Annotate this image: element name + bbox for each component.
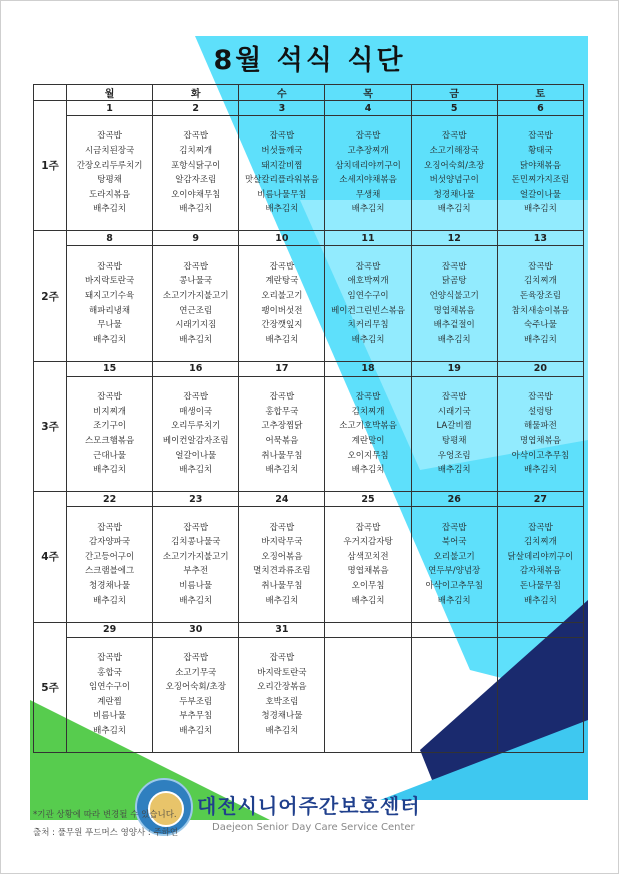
menu-item: 부추전 bbox=[183, 566, 209, 577]
menu-item: 매생이국 bbox=[179, 406, 213, 417]
menu-item: 명엽채볶음 bbox=[347, 566, 389, 577]
meal-cell bbox=[239, 507, 325, 622]
menu-item: 감자채볶음 bbox=[519, 566, 561, 577]
menu-item: 잡곡밥 bbox=[528, 131, 553, 142]
menu-item: 배추김치 bbox=[179, 204, 213, 215]
menu-item: 배추김치 bbox=[351, 204, 385, 215]
menu-body bbox=[34, 101, 584, 753]
menu-item: 배추김치 bbox=[351, 465, 385, 476]
date-cell: 24 bbox=[239, 492, 325, 507]
menu-item: 김치찌개 bbox=[179, 146, 213, 156]
date-cell: 15 bbox=[67, 361, 153, 376]
menu-item: 부추무침 bbox=[179, 711, 213, 722]
meal-cell bbox=[67, 376, 153, 491]
menu-row bbox=[34, 246, 584, 361]
menu-item: 잡곡밥 bbox=[183, 392, 209, 403]
date-row bbox=[34, 361, 584, 376]
menu-item: 잡곡밥 bbox=[355, 261, 381, 272]
week-label: 5주 bbox=[34, 622, 67, 752]
menu-item: 잡곡밥 bbox=[528, 522, 553, 533]
date-cell: 6 bbox=[497, 101, 583, 116]
menu-item: 우엉조림 bbox=[437, 450, 471, 461]
menu-item: 닭살데리야끼구이 bbox=[507, 551, 574, 562]
menu-item: 오리두루치기 bbox=[171, 421, 221, 432]
menu-item: 언양식불고기 bbox=[429, 290, 479, 301]
menu-item: 잡곡밥 bbox=[183, 131, 209, 142]
meal-cell bbox=[239, 246, 325, 361]
menu-item: 잡곡밥 bbox=[97, 653, 122, 663]
date-cell: 20 bbox=[497, 361, 583, 376]
menu-row bbox=[34, 116, 584, 231]
menu-item: 홍합무국 bbox=[265, 406, 299, 417]
menu-item: 취나물무침 bbox=[261, 450, 303, 461]
date-cell: 9 bbox=[153, 231, 239, 246]
menu-item: LA갈비찜 bbox=[436, 421, 472, 432]
date-cell: 31 bbox=[239, 622, 325, 637]
menu-item: 베이컨그린빈스볶음 bbox=[331, 305, 405, 316]
date-cell: 26 bbox=[411, 492, 497, 507]
date-row bbox=[34, 101, 584, 116]
menu-item: 연두부/양념장 bbox=[428, 566, 481, 577]
menu-item: 김치콩나물국 bbox=[171, 537, 221, 548]
day-header: 월 bbox=[67, 85, 153, 101]
menu-item: 아삭이고추무침 bbox=[511, 450, 570, 461]
menu-item: 소고기해장국 bbox=[429, 146, 479, 156]
date-cell: 13 bbox=[497, 231, 583, 246]
date-cell: 17 bbox=[239, 361, 325, 376]
day-header: 토 bbox=[497, 85, 583, 101]
menu-row bbox=[34, 637, 584, 752]
menu-item: 돈나물무침 bbox=[519, 580, 561, 591]
menu-item: 배추김치 bbox=[523, 595, 557, 606]
menu-item: 설렁탕 bbox=[528, 406, 553, 417]
date-cell bbox=[411, 622, 497, 637]
menu-item: 배추김치 bbox=[523, 465, 557, 476]
date-cell: 25 bbox=[325, 492, 411, 507]
menu-item: 청경채나물 bbox=[433, 189, 475, 200]
menu-item: 돈육장조림 bbox=[519, 290, 561, 301]
meal-cell bbox=[325, 376, 411, 491]
center-name: 대전시니어주간보호센터 bbox=[197, 794, 421, 818]
menu-item: 닭야채볶음 bbox=[519, 160, 561, 171]
menu-item: 베이컨알감자조림 bbox=[162, 435, 229, 446]
menu-item: 알감자조림 bbox=[175, 175, 217, 186]
menu-item: 해파리냉채 bbox=[89, 305, 131, 316]
meal-cell bbox=[67, 507, 153, 622]
menu-item: 북어국 bbox=[441, 537, 467, 548]
menu-item: 배추김치 bbox=[351, 595, 385, 606]
menu-item: 잡곡밥 bbox=[441, 522, 467, 533]
menu-item: 임연수구이 bbox=[347, 290, 389, 301]
menu-item: 어묵볶음 bbox=[265, 435, 299, 446]
menu-item: 오징어숙회/초장 bbox=[424, 160, 485, 171]
menu-item: 홍합국 bbox=[97, 667, 122, 678]
menu-item: 잡곡밥 bbox=[355, 131, 381, 142]
menu-item: 배추김치 bbox=[179, 465, 213, 476]
menu-item: 해물파전 bbox=[523, 421, 557, 432]
menu-item: 시래기국 bbox=[437, 406, 471, 417]
menu-item: 잡곡밥 bbox=[441, 261, 467, 272]
date-cell bbox=[325, 622, 411, 637]
meal-cell bbox=[411, 507, 497, 622]
menu-item: 호박조림 bbox=[265, 696, 299, 707]
menu-item: 잡곡밥 bbox=[269, 131, 295, 142]
meal-cell bbox=[497, 507, 583, 622]
menu-item: 오이야채무침 bbox=[171, 189, 221, 200]
date-cell: 29 bbox=[67, 622, 153, 637]
week-label: 3주 bbox=[34, 361, 67, 491]
menu-item: 맛살칼리플라워볶음 bbox=[244, 175, 319, 186]
menu-item: 스크램블에그 bbox=[84, 566, 135, 577]
meal-cell bbox=[325, 637, 411, 752]
meal-cell bbox=[411, 376, 497, 491]
menu-item: 콩나물국 bbox=[179, 276, 213, 287]
date-cell: 27 bbox=[497, 492, 583, 507]
menu-item: 우거지감자탕 bbox=[343, 537, 393, 548]
meal-cell bbox=[239, 637, 325, 752]
menu-item: 배추김치 bbox=[179, 334, 213, 345]
meal-cell bbox=[411, 116, 497, 231]
menu-item: 계란말이 bbox=[351, 435, 385, 446]
menu-item: 팽이버섯전 bbox=[261, 305, 303, 316]
menu-item: 배추겉절이 bbox=[433, 320, 475, 331]
menu-item: 고추장찌개 bbox=[347, 146, 389, 156]
menu-item: 김치찌개 bbox=[351, 406, 385, 417]
menu-item: 삼치데리야끼구이 bbox=[335, 160, 401, 171]
menu-item: 잡곡밥 bbox=[269, 522, 295, 533]
menu-item: 잡곡밥 bbox=[97, 522, 122, 533]
menu-item: 잡곡밥 bbox=[269, 653, 295, 663]
meal-cell bbox=[67, 637, 153, 752]
menu-item: 감자양파국 bbox=[89, 537, 131, 548]
menu-item: 돼지갈비찜 bbox=[261, 160, 303, 171]
menu-item: 배추김치 bbox=[265, 334, 299, 345]
menu-item: 잡곡밥 bbox=[355, 392, 381, 403]
menu-item: 비름나물 bbox=[179, 580, 213, 591]
menu-item: 잡곡밥 bbox=[183, 261, 209, 272]
menu-item: 간장깻잎지 bbox=[261, 320, 303, 331]
meal-cell bbox=[239, 116, 325, 231]
meal-cell bbox=[67, 116, 153, 231]
menu-item: 배추김치 bbox=[523, 204, 557, 215]
week-label: 4주 bbox=[34, 492, 67, 622]
menu-item: 배추김치 bbox=[265, 725, 299, 736]
corner-cell bbox=[34, 85, 67, 101]
menu-item: 잡곡밥 bbox=[183, 653, 209, 663]
menu-item: 포항식닭구이 bbox=[171, 160, 221, 171]
meal-cell bbox=[325, 246, 411, 361]
date-cell bbox=[497, 622, 583, 637]
menu-item: 배추김치 bbox=[265, 465, 299, 476]
menu-item: 잡곡밥 bbox=[441, 131, 467, 142]
menu-item: 오리불고기 bbox=[261, 290, 303, 301]
menu-item: 배추김치 bbox=[437, 465, 471, 476]
menu-item: 치커리무침 bbox=[347, 320, 389, 331]
menu-item: 배추김치 bbox=[265, 595, 299, 606]
menu-item: 무나물 bbox=[97, 320, 122, 331]
menu-item: 비름나물 bbox=[93, 711, 126, 722]
menu-item: 배추김치 bbox=[93, 595, 126, 606]
meal-cell bbox=[497, 246, 583, 361]
menu-item: 고추장찜닭 bbox=[261, 421, 303, 432]
meal-cell bbox=[325, 116, 411, 231]
center-name-en: Daejeon Senior Day Care Service Center bbox=[212, 822, 415, 833]
menu-item: 얼갈이나물 bbox=[519, 189, 561, 200]
menu-item: 잡곡밥 bbox=[355, 522, 381, 533]
meal-cell bbox=[497, 376, 583, 491]
menu-item: 오이지무침 bbox=[347, 450, 389, 461]
date-cell: 10 bbox=[239, 231, 325, 246]
menu-item: 청경채나물 bbox=[261, 711, 303, 722]
menu-item: 애호박찌개 bbox=[347, 276, 389, 287]
menu-item: 배추김치 bbox=[93, 725, 126, 736]
date-row bbox=[34, 622, 584, 637]
menu-item: 잡곡밥 bbox=[269, 392, 295, 403]
meal-cell bbox=[325, 507, 411, 622]
menu-item: 얼갈이나물 bbox=[175, 450, 217, 461]
menu-item: 잡곡밥 bbox=[528, 261, 553, 272]
date-cell: 2 bbox=[153, 101, 239, 116]
menu-item: 김치찌개 bbox=[523, 276, 557, 287]
menu-item: 오리간장볶음 bbox=[257, 682, 307, 693]
meal-cell bbox=[497, 116, 583, 231]
menu-item: 근대나물 bbox=[93, 450, 126, 461]
meal-cell bbox=[411, 246, 497, 361]
menu-item: 잡곡밥 bbox=[269, 261, 295, 272]
date-cell: 1 bbox=[67, 101, 153, 116]
menu-item: 배추김치 bbox=[437, 334, 471, 345]
menu-item: 바지락토란국 bbox=[257, 667, 307, 678]
menu-table bbox=[33, 84, 584, 753]
menu-item: 연근조림 bbox=[179, 305, 213, 316]
menu-item: 도라지볶음 bbox=[89, 189, 131, 200]
date-row bbox=[34, 231, 584, 246]
menu-item: 청경채나물 bbox=[89, 580, 131, 591]
meal-cell bbox=[411, 637, 497, 752]
meal-cell bbox=[153, 376, 239, 491]
menu-item: 참치새송이볶음 bbox=[511, 305, 570, 316]
menu-item: 무생채 bbox=[355, 189, 381, 200]
menu-item: 잡곡밥 bbox=[441, 392, 467, 403]
menu-item: 멸치견과류조림 bbox=[253, 566, 311, 577]
day-header: 화 bbox=[153, 85, 239, 101]
meal-cell bbox=[153, 507, 239, 622]
menu-item: 계란찜 bbox=[97, 696, 122, 707]
menu-item: 배추김치 bbox=[93, 334, 126, 345]
menu-item: 잡곡밥 bbox=[528, 392, 553, 403]
day-header: 목 bbox=[325, 85, 411, 101]
menu-item: 배추김치 bbox=[179, 725, 213, 736]
date-cell: 12 bbox=[411, 231, 497, 246]
menu-item: 삼색꼬치전 bbox=[347, 551, 389, 562]
date-cell: 4 bbox=[325, 101, 411, 116]
week-label: 2주 bbox=[34, 231, 67, 361]
day-header: 금 bbox=[411, 85, 497, 101]
menu-item: 명엽채볶음 bbox=[433, 305, 475, 316]
menu-item: 잡곡밥 bbox=[97, 131, 122, 142]
menu-item: 스모크햄볶음 bbox=[84, 435, 135, 446]
date-cell: 18 bbox=[325, 361, 411, 376]
date-cell: 19 bbox=[411, 361, 497, 376]
menu-item: 황태국 bbox=[528, 146, 553, 156]
source-credit: 출처 : 풀무원 푸드머스 영양사 : 주하연 bbox=[33, 828, 179, 838]
menu-row bbox=[34, 376, 584, 491]
date-cell: 5 bbox=[411, 101, 497, 116]
meal-cell bbox=[239, 376, 325, 491]
menu-item: 오징어숙회/초장 bbox=[165, 682, 226, 693]
menu-item: 배추김치 bbox=[351, 334, 385, 345]
menu-item: 간장오리두루치기 bbox=[76, 160, 143, 171]
menu-item: 버섯양념구이 bbox=[429, 175, 479, 186]
menu-item: 계란탕국 bbox=[265, 276, 299, 287]
menu-item: 조기구이 bbox=[93, 421, 126, 432]
menu-item: 소고기가지불고기 bbox=[162, 551, 229, 562]
menu-item: 소고기가지불고기 bbox=[162, 290, 229, 301]
menu-item: 잡곡밥 bbox=[97, 261, 122, 272]
date-cell: 23 bbox=[153, 492, 239, 507]
menu-item: 잡곡밥 bbox=[183, 522, 209, 533]
menu-item: 닭곰탕 bbox=[441, 276, 467, 287]
date-row bbox=[34, 492, 584, 507]
menu-item: 비지찌개 bbox=[93, 406, 126, 417]
date-cell: 30 bbox=[153, 622, 239, 637]
date-cell: 16 bbox=[153, 361, 239, 376]
date-cell: 3 bbox=[239, 101, 325, 116]
menu-item: 배추김치 bbox=[437, 595, 471, 606]
menu-row bbox=[34, 507, 584, 622]
menu-item: 임연수구이 bbox=[89, 682, 131, 693]
day-header: 수 bbox=[239, 85, 325, 101]
menu-item: 돈민찌가지조림 bbox=[511, 175, 570, 186]
date-cell: 22 bbox=[67, 492, 153, 507]
menu-item: 돼지고기수육 bbox=[84, 290, 135, 301]
menu-item: 오징어볶음 bbox=[261, 551, 303, 562]
menu-item: 소고기호박볶음 bbox=[339, 421, 397, 432]
menu-item: 오이무침 bbox=[351, 580, 385, 591]
date-cell: 8 bbox=[67, 231, 153, 246]
menu-item: 탕평채 bbox=[441, 435, 467, 446]
menu-item: 배추김치 bbox=[437, 204, 471, 215]
menu-item: 숙주나물 bbox=[523, 320, 557, 331]
menu-item: 명엽채볶음 bbox=[519, 435, 561, 446]
menu-item: 배추김치 bbox=[265, 204, 299, 215]
menu-item: 배추김치 bbox=[523, 334, 557, 345]
menu-item: 시금치된장국 bbox=[84, 146, 135, 156]
meal-cell bbox=[153, 637, 239, 752]
menu-item: 바지락토란국 bbox=[84, 276, 135, 287]
menu-item: 배추김치 bbox=[93, 204, 126, 215]
change-notice: *기관 상황에 따라 변경될 수 있습니다. bbox=[33, 810, 177, 820]
menu-item: 시래기지짐 bbox=[175, 320, 217, 331]
menu-item: 배추김치 bbox=[179, 595, 213, 606]
meal-cell bbox=[153, 246, 239, 361]
menu-item: 소고기무국 bbox=[175, 667, 217, 678]
menu-item: 취나물무침 bbox=[261, 580, 303, 591]
menu-item: 아삭이고추무침 bbox=[425, 580, 483, 591]
date-cell: 11 bbox=[325, 231, 411, 246]
menu-item: 버섯들깨국 bbox=[261, 146, 303, 156]
menu-item: 배추김치 bbox=[93, 465, 126, 476]
menu-item: 오리불고기 bbox=[433, 551, 475, 562]
meal-cell bbox=[67, 246, 153, 361]
menu-item: 간고등어구이 bbox=[84, 551, 135, 562]
menu-item: 두부조림 bbox=[179, 696, 213, 707]
menu-item: 소세지야채볶음 bbox=[339, 175, 397, 186]
meal-cell bbox=[497, 637, 583, 752]
menu-item: 잡곡밥 bbox=[97, 392, 122, 403]
menu-item: 비름나물무침 bbox=[257, 189, 307, 200]
menu-item: 김치찌개 bbox=[523, 537, 557, 548]
day-header-row bbox=[34, 85, 584, 101]
meal-cell bbox=[153, 116, 239, 231]
page-title: 8월 석식 식단 bbox=[213, 45, 406, 76]
menu-item: 바지락무국 bbox=[261, 537, 303, 548]
week-label: 1주 bbox=[34, 101, 67, 231]
menu-item: 탕평채 bbox=[97, 175, 122, 186]
